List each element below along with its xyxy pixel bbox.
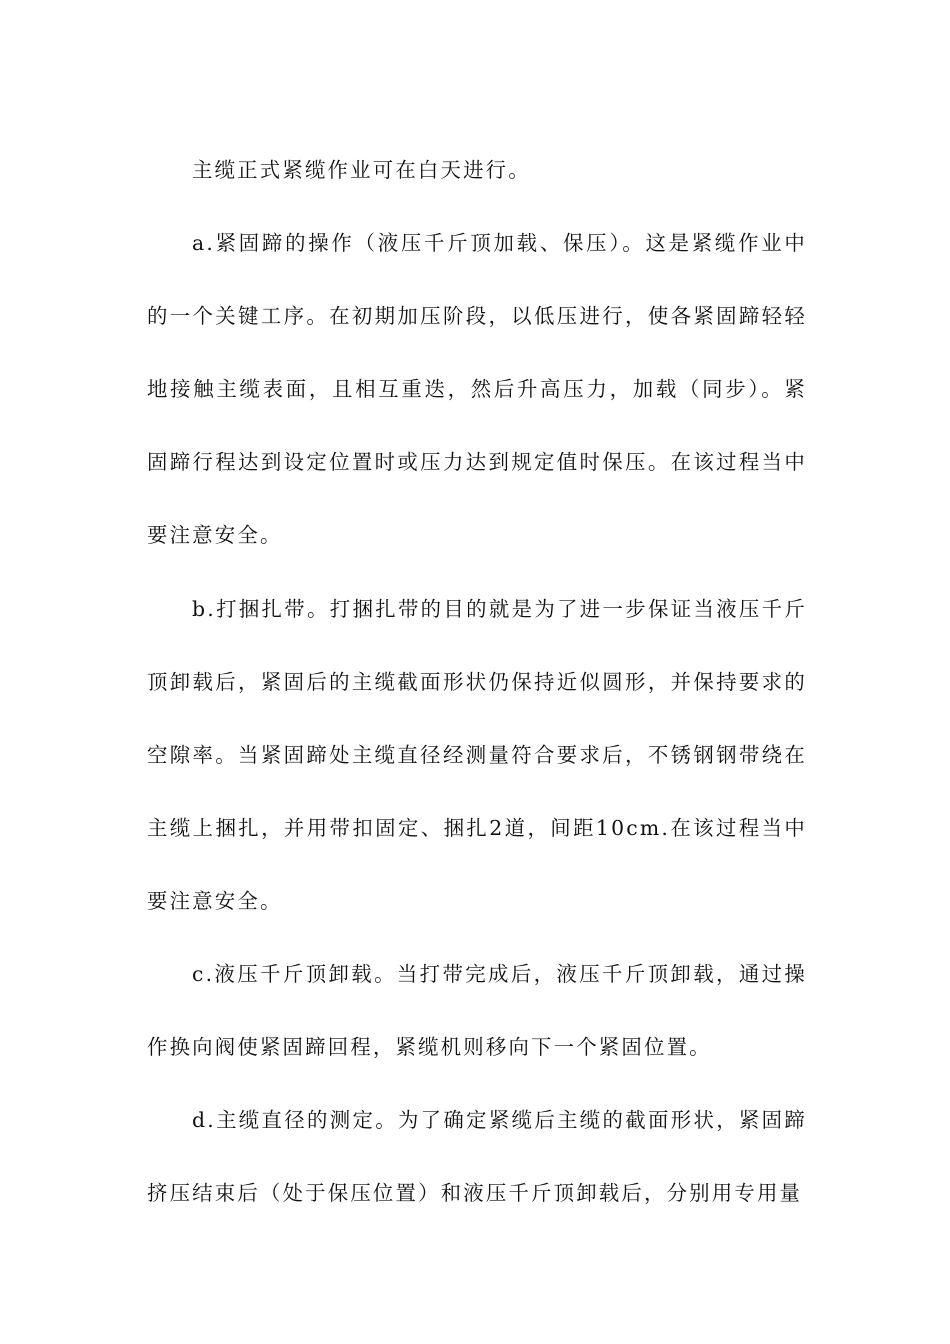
paragraph-c-jack-unloading: c.液压千斤顶卸载。当打带完成后，液压千斤顶卸载，通过操作换向阀使紧固蹄回程，紧缆机则移向下一个紧固位置。 (147, 962, 807, 1060)
paragraph-b-strapping: b.打捆扎带。打捆扎带的目的就是为了进一步保证当液压千斤顶卸载后，紧固后的主缆截面形状仍保持近似圆形，并保持要求的空隙率。当紧固蹄处主缆直径经测量符合要求后，不锈钢钢带绕在主缆上捆扎，并用带扣固定、捆扎2道，间距10cm.在该过程当中要注意安全。 (147, 596, 807, 913)
paragraph-a-clamp-operation: a.紧固蹄的操作（液压千斤顶加载、保压）。这是紧缆作业中的一个关键工序。在初期加压阶段，以低压进行，使各紧固蹄轻轻地接触主缆表面，且相互重迭，然后升高压力，加载（同步）。紧固蹄行程达到设定位置时或压力达到规定值时保压。在该过程当中要注意安全。 (147, 231, 807, 548)
paragraph-d-diameter-measurement: d.主缆直径的测定。为了确定紧缆后主缆的截面形状，紧固蹄挤压结束后（处于保压位置）和液压千斤顶卸载后，分别用专用量 (147, 1108, 807, 1206)
document-body (147, 134, 807, 1230)
paragraph-intro: 主缆正式紧缆作业可在白天进行。 (192, 158, 531, 182)
